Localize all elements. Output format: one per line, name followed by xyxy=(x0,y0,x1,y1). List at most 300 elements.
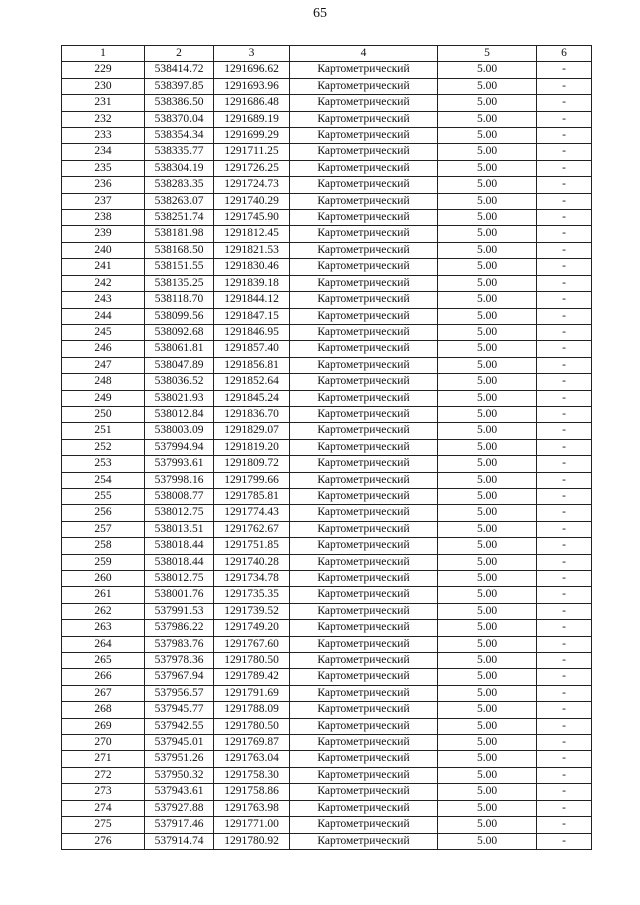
accuracy-cell: 5.00 xyxy=(438,177,537,193)
table-row xyxy=(62,784,592,800)
table-row xyxy=(62,78,592,94)
table-row xyxy=(62,735,592,751)
x-coordinate-cell: 537943.61 xyxy=(145,784,214,800)
method-cell: Картометрический xyxy=(290,620,438,636)
method-cell: Картометрический xyxy=(290,702,438,718)
y-coordinate-cell: 1291762.67 xyxy=(214,521,290,537)
y-coordinate-cell: 1291852.64 xyxy=(214,374,290,390)
note-cell: - xyxy=(537,439,592,455)
point-number-cell: 258 xyxy=(62,538,145,554)
method-cell: Картометрический xyxy=(290,193,438,209)
point-number-cell: 267 xyxy=(62,685,145,701)
x-coordinate-cell: 538061.81 xyxy=(145,341,214,357)
y-coordinate-cell: 1291788.09 xyxy=(214,702,290,718)
note-cell: - xyxy=(537,456,592,472)
x-coordinate-cell: 538013.51 xyxy=(145,521,214,537)
y-coordinate-cell: 1291785.81 xyxy=(214,488,290,504)
accuracy-cell: 5.00 xyxy=(438,324,537,340)
point-number-cell: 247 xyxy=(62,357,145,373)
point-number-cell: 261 xyxy=(62,587,145,603)
method-cell: Картометрический xyxy=(290,259,438,275)
table-row xyxy=(62,587,592,603)
method-cell: Картометрический xyxy=(290,653,438,669)
column-header: 1 xyxy=(62,46,145,62)
method-cell: Картометрический xyxy=(290,226,438,242)
note-cell: - xyxy=(537,308,592,324)
table-row xyxy=(62,472,592,488)
y-coordinate-cell: 1291771.00 xyxy=(214,817,290,833)
table-row xyxy=(62,275,592,291)
accuracy-cell: 5.00 xyxy=(438,718,537,734)
table-row xyxy=(62,160,592,176)
column-header: 6 xyxy=(537,46,592,62)
note-cell: - xyxy=(537,554,592,570)
column-header: 3 xyxy=(214,46,290,62)
note-cell: - xyxy=(537,374,592,390)
point-number-cell: 253 xyxy=(62,456,145,472)
accuracy-cell: 5.00 xyxy=(438,488,537,504)
accuracy-cell: 5.00 xyxy=(438,767,537,783)
point-number-cell: 231 xyxy=(62,95,145,111)
table-row xyxy=(62,669,592,685)
note-cell: - xyxy=(537,144,592,160)
accuracy-cell: 5.00 xyxy=(438,128,537,144)
point-number-cell: 256 xyxy=(62,505,145,521)
x-coordinate-cell: 538151.55 xyxy=(145,259,214,275)
table-row xyxy=(62,603,592,619)
note-cell: - xyxy=(537,292,592,308)
note-cell: - xyxy=(537,95,592,111)
x-coordinate-cell: 538012.75 xyxy=(145,571,214,587)
x-coordinate-cell: 537978.36 xyxy=(145,653,214,669)
method-cell: Картометрический xyxy=(290,242,438,258)
method-cell: Картометрический xyxy=(290,111,438,127)
table-row xyxy=(62,95,592,111)
note-cell: - xyxy=(537,833,592,849)
table-row xyxy=(62,423,592,439)
y-coordinate-cell: 1291724.73 xyxy=(214,177,290,193)
x-coordinate-cell: 538335.77 xyxy=(145,144,214,160)
method-cell: Картометрический xyxy=(290,587,438,603)
table-row xyxy=(62,144,592,160)
y-coordinate-cell: 1291809.72 xyxy=(214,456,290,472)
table-row xyxy=(62,718,592,734)
note-cell: - xyxy=(537,538,592,554)
point-number-cell: 229 xyxy=(62,62,145,78)
point-number-cell: 260 xyxy=(62,571,145,587)
note-cell: - xyxy=(537,751,592,767)
table-row xyxy=(62,439,592,455)
x-coordinate-cell: 537914.74 xyxy=(145,833,214,849)
table-row xyxy=(62,390,592,406)
note-cell: - xyxy=(537,817,592,833)
column-header: 2 xyxy=(145,46,214,62)
y-coordinate-cell: 1291789.42 xyxy=(214,669,290,685)
x-coordinate-cell: 537991.53 xyxy=(145,603,214,619)
point-number-cell: 232 xyxy=(62,111,145,127)
table-row xyxy=(62,488,592,504)
point-number-cell: 272 xyxy=(62,767,145,783)
table-row xyxy=(62,406,592,422)
y-coordinate-cell: 1291739.52 xyxy=(214,603,290,619)
method-cell: Картометрический xyxy=(290,374,438,390)
method-cell: Картометрический xyxy=(290,308,438,324)
x-coordinate-cell: 538263.07 xyxy=(145,193,214,209)
x-coordinate-cell: 538118.70 xyxy=(145,292,214,308)
point-number-cell: 242 xyxy=(62,275,145,291)
y-coordinate-cell: 1291829.07 xyxy=(214,423,290,439)
note-cell: - xyxy=(537,177,592,193)
table-row xyxy=(62,242,592,258)
note-cell: - xyxy=(537,390,592,406)
y-coordinate-cell: 1291740.28 xyxy=(214,554,290,570)
y-coordinate-cell: 1291749.20 xyxy=(214,620,290,636)
method-cell: Картометрический xyxy=(290,423,438,439)
point-number-cell: 274 xyxy=(62,800,145,816)
y-coordinate-cell: 1291758.86 xyxy=(214,784,290,800)
table-row xyxy=(62,259,592,275)
accuracy-cell: 5.00 xyxy=(438,571,537,587)
table-row xyxy=(62,571,592,587)
table-row xyxy=(62,685,592,701)
accuracy-cell: 5.00 xyxy=(438,390,537,406)
table-row xyxy=(62,193,592,209)
x-coordinate-cell: 537945.77 xyxy=(145,702,214,718)
point-number-cell: 276 xyxy=(62,833,145,849)
point-number-cell: 270 xyxy=(62,735,145,751)
method-cell: Картометрический xyxy=(290,160,438,176)
x-coordinate-cell: 537927.88 xyxy=(145,800,214,816)
y-coordinate-cell: 1291836.70 xyxy=(214,406,290,422)
note-cell: - xyxy=(537,357,592,373)
point-number-cell: 234 xyxy=(62,144,145,160)
point-number-cell: 240 xyxy=(62,242,145,258)
note-cell: - xyxy=(537,488,592,504)
x-coordinate-cell: 538099.56 xyxy=(145,308,214,324)
method-cell: Картометрический xyxy=(290,128,438,144)
method-cell: Картометрический xyxy=(290,439,438,455)
y-coordinate-cell: 1291745.90 xyxy=(214,210,290,226)
method-cell: Картометрический xyxy=(290,210,438,226)
accuracy-cell: 5.00 xyxy=(438,554,537,570)
accuracy-cell: 5.00 xyxy=(438,456,537,472)
method-cell: Картометрический xyxy=(290,636,438,652)
table-row xyxy=(62,636,592,652)
table-row xyxy=(62,128,592,144)
method-cell: Картометрический xyxy=(290,456,438,472)
x-coordinate-cell: 538168.50 xyxy=(145,242,214,258)
note-cell: - xyxy=(537,193,592,209)
point-number-cell: 269 xyxy=(62,718,145,734)
method-cell: Картометрический xyxy=(290,735,438,751)
x-coordinate-cell: 537917.46 xyxy=(145,817,214,833)
accuracy-cell: 5.00 xyxy=(438,259,537,275)
x-coordinate-cell: 538008.77 xyxy=(145,488,214,504)
method-cell: Картометрический xyxy=(290,275,438,291)
point-number-cell: 263 xyxy=(62,620,145,636)
column-header: 5 xyxy=(438,46,537,62)
note-cell: - xyxy=(537,505,592,521)
note-cell: - xyxy=(537,341,592,357)
accuracy-cell: 5.00 xyxy=(438,193,537,209)
accuracy-cell: 5.00 xyxy=(438,374,537,390)
accuracy-cell: 5.00 xyxy=(438,95,537,111)
x-coordinate-cell: 538251.74 xyxy=(145,210,214,226)
y-coordinate-cell: 1291839.18 xyxy=(214,275,290,291)
y-coordinate-cell: 1291693.96 xyxy=(214,78,290,94)
x-coordinate-cell: 538001.76 xyxy=(145,587,214,603)
y-coordinate-cell: 1291774.43 xyxy=(214,505,290,521)
y-coordinate-cell: 1291846.95 xyxy=(214,324,290,340)
x-coordinate-cell: 538018.44 xyxy=(145,538,214,554)
method-cell: Картометрический xyxy=(290,406,438,422)
table-row xyxy=(62,538,592,554)
accuracy-cell: 5.00 xyxy=(438,505,537,521)
point-number-cell: 233 xyxy=(62,128,145,144)
point-number-cell: 264 xyxy=(62,636,145,652)
method-cell: Картометрический xyxy=(290,554,438,570)
accuracy-cell: 5.00 xyxy=(438,275,537,291)
note-cell: - xyxy=(537,226,592,242)
y-coordinate-cell: 1291758.30 xyxy=(214,767,290,783)
point-number-cell: 243 xyxy=(62,292,145,308)
method-cell: Картометрический xyxy=(290,357,438,373)
table-header-row xyxy=(62,46,592,62)
point-number-cell: 268 xyxy=(62,702,145,718)
note-cell: - xyxy=(537,521,592,537)
accuracy-cell: 5.00 xyxy=(438,800,537,816)
x-coordinate-cell: 538092.68 xyxy=(145,324,214,340)
accuracy-cell: 5.00 xyxy=(438,341,537,357)
y-coordinate-cell: 1291857.40 xyxy=(214,341,290,357)
point-number-cell: 262 xyxy=(62,603,145,619)
note-cell: - xyxy=(537,603,592,619)
method-cell: Картометрический xyxy=(290,800,438,816)
note-cell: - xyxy=(537,784,592,800)
accuracy-cell: 5.00 xyxy=(438,538,537,554)
note-cell: - xyxy=(537,111,592,127)
y-coordinate-cell: 1291686.48 xyxy=(214,95,290,111)
table-row xyxy=(62,292,592,308)
point-number-cell: 251 xyxy=(62,423,145,439)
table-row xyxy=(62,620,592,636)
x-coordinate-cell: 538047.89 xyxy=(145,357,214,373)
y-coordinate-cell: 1291819.20 xyxy=(214,439,290,455)
note-cell: - xyxy=(537,653,592,669)
point-number-cell: 265 xyxy=(62,653,145,669)
y-coordinate-cell: 1291812.45 xyxy=(214,226,290,242)
accuracy-cell: 5.00 xyxy=(438,833,537,849)
x-coordinate-cell: 537956.57 xyxy=(145,685,214,701)
accuracy-cell: 5.00 xyxy=(438,653,537,669)
y-coordinate-cell: 1291734.78 xyxy=(214,571,290,587)
table-row xyxy=(62,751,592,767)
accuracy-cell: 5.00 xyxy=(438,669,537,685)
point-number-cell: 271 xyxy=(62,751,145,767)
x-coordinate-cell: 537945.01 xyxy=(145,735,214,751)
method-cell: Картометрический xyxy=(290,144,438,160)
table-row xyxy=(62,62,592,78)
point-number-cell: 248 xyxy=(62,374,145,390)
point-number-cell: 246 xyxy=(62,341,145,357)
point-number-cell: 252 xyxy=(62,439,145,455)
table-row xyxy=(62,226,592,242)
method-cell: Картометрический xyxy=(290,505,438,521)
accuracy-cell: 5.00 xyxy=(438,751,537,767)
accuracy-cell: 5.00 xyxy=(438,226,537,242)
y-coordinate-cell: 1291696.62 xyxy=(214,62,290,78)
y-coordinate-cell: 1291780.50 xyxy=(214,718,290,734)
y-coordinate-cell: 1291699.29 xyxy=(214,128,290,144)
x-coordinate-cell: 537993.61 xyxy=(145,456,214,472)
accuracy-cell: 5.00 xyxy=(438,817,537,833)
accuracy-cell: 5.00 xyxy=(438,78,537,94)
note-cell: - xyxy=(537,423,592,439)
table-row xyxy=(62,554,592,570)
method-cell: Картометрический xyxy=(290,833,438,849)
accuracy-cell: 5.00 xyxy=(438,603,537,619)
x-coordinate-cell: 538397.85 xyxy=(145,78,214,94)
x-coordinate-cell: 538304.19 xyxy=(145,160,214,176)
page-number: 65 xyxy=(313,6,327,21)
accuracy-cell: 5.00 xyxy=(438,702,537,718)
accuracy-cell: 5.00 xyxy=(438,111,537,127)
table-body xyxy=(62,62,592,850)
x-coordinate-cell: 538386.50 xyxy=(145,95,214,111)
point-number-cell: 257 xyxy=(62,521,145,537)
coordinates-table xyxy=(61,45,592,850)
point-number-cell: 255 xyxy=(62,488,145,504)
y-coordinate-cell: 1291767.60 xyxy=(214,636,290,652)
note-cell: - xyxy=(537,324,592,340)
point-number-cell: 259 xyxy=(62,554,145,570)
point-number-cell: 230 xyxy=(62,78,145,94)
table-row xyxy=(62,374,592,390)
accuracy-cell: 5.00 xyxy=(438,144,537,160)
method-cell: Картометрический xyxy=(290,177,438,193)
method-cell: Картометрический xyxy=(290,472,438,488)
note-cell: - xyxy=(537,128,592,144)
table-row xyxy=(62,341,592,357)
x-coordinate-cell: 537994.94 xyxy=(145,439,214,455)
point-number-cell: 273 xyxy=(62,784,145,800)
note-cell: - xyxy=(537,275,592,291)
y-coordinate-cell: 1291856.81 xyxy=(214,357,290,373)
table-row xyxy=(62,702,592,718)
note-cell: - xyxy=(537,78,592,94)
x-coordinate-cell: 537986.22 xyxy=(145,620,214,636)
method-cell: Картометрический xyxy=(290,603,438,619)
accuracy-cell: 5.00 xyxy=(438,784,537,800)
method-cell: Картометрический xyxy=(290,784,438,800)
point-number-cell: 244 xyxy=(62,308,145,324)
note-cell: - xyxy=(537,735,592,751)
accuracy-cell: 5.00 xyxy=(438,62,537,78)
table-row xyxy=(62,456,592,472)
point-number-cell: 239 xyxy=(62,226,145,242)
accuracy-cell: 5.00 xyxy=(438,620,537,636)
x-coordinate-cell: 538012.75 xyxy=(145,505,214,521)
y-coordinate-cell: 1291780.92 xyxy=(214,833,290,849)
accuracy-cell: 5.00 xyxy=(438,587,537,603)
y-coordinate-cell: 1291735.35 xyxy=(214,587,290,603)
x-coordinate-cell: 537951.26 xyxy=(145,751,214,767)
note-cell: - xyxy=(537,259,592,275)
point-number-cell: 266 xyxy=(62,669,145,685)
method-cell: Картометрический xyxy=(290,669,438,685)
point-number-cell: 236 xyxy=(62,177,145,193)
point-number-cell: 250 xyxy=(62,406,145,422)
method-cell: Картометрический xyxy=(290,521,438,537)
table-row xyxy=(62,833,592,849)
method-cell: Картометрический xyxy=(290,292,438,308)
accuracy-cell: 5.00 xyxy=(438,357,537,373)
point-number-cell: 249 xyxy=(62,390,145,406)
table-row xyxy=(62,177,592,193)
note-cell: - xyxy=(537,702,592,718)
note-cell: - xyxy=(537,242,592,258)
table-row xyxy=(62,308,592,324)
point-number-cell: 254 xyxy=(62,472,145,488)
x-coordinate-cell: 538181.98 xyxy=(145,226,214,242)
method-cell: Картометрический xyxy=(290,324,438,340)
y-coordinate-cell: 1291821.53 xyxy=(214,242,290,258)
x-coordinate-cell: 537950.32 xyxy=(145,767,214,783)
method-cell: Картометрический xyxy=(290,718,438,734)
point-number-cell: 235 xyxy=(62,160,145,176)
y-coordinate-cell: 1291845.24 xyxy=(214,390,290,406)
note-cell: - xyxy=(537,472,592,488)
accuracy-cell: 5.00 xyxy=(438,472,537,488)
y-coordinate-cell: 1291844.12 xyxy=(214,292,290,308)
note-cell: - xyxy=(537,210,592,226)
x-coordinate-cell: 538012.84 xyxy=(145,406,214,422)
note-cell: - xyxy=(537,669,592,685)
x-coordinate-cell: 538036.52 xyxy=(145,374,214,390)
table-row xyxy=(62,521,592,537)
accuracy-cell: 5.00 xyxy=(438,735,537,751)
note-cell: - xyxy=(537,571,592,587)
note-cell: - xyxy=(537,685,592,701)
table-row xyxy=(62,111,592,127)
y-coordinate-cell: 1291830.46 xyxy=(214,259,290,275)
x-coordinate-cell: 538018.44 xyxy=(145,554,214,570)
y-coordinate-cell: 1291740.29 xyxy=(214,193,290,209)
note-cell: - xyxy=(537,767,592,783)
table-row xyxy=(62,653,592,669)
accuracy-cell: 5.00 xyxy=(438,406,537,422)
table-row xyxy=(62,357,592,373)
accuracy-cell: 5.00 xyxy=(438,308,537,324)
x-coordinate-cell: 538283.35 xyxy=(145,177,214,193)
note-cell: - xyxy=(537,718,592,734)
method-cell: Картометрический xyxy=(290,78,438,94)
point-number-cell: 241 xyxy=(62,259,145,275)
note-cell: - xyxy=(537,636,592,652)
accuracy-cell: 5.00 xyxy=(438,521,537,537)
point-number-cell: 237 xyxy=(62,193,145,209)
point-number-cell: 238 xyxy=(62,210,145,226)
x-coordinate-cell: 538354.34 xyxy=(145,128,214,144)
y-coordinate-cell: 1291780.50 xyxy=(214,653,290,669)
method-cell: Картометрический xyxy=(290,95,438,111)
x-coordinate-cell: 538414.72 xyxy=(145,62,214,78)
method-cell: Картометрический xyxy=(290,62,438,78)
method-cell: Картометрический xyxy=(290,538,438,554)
x-coordinate-cell: 537967.94 xyxy=(145,669,214,685)
method-cell: Картометрический xyxy=(290,488,438,504)
note-cell: - xyxy=(537,800,592,816)
